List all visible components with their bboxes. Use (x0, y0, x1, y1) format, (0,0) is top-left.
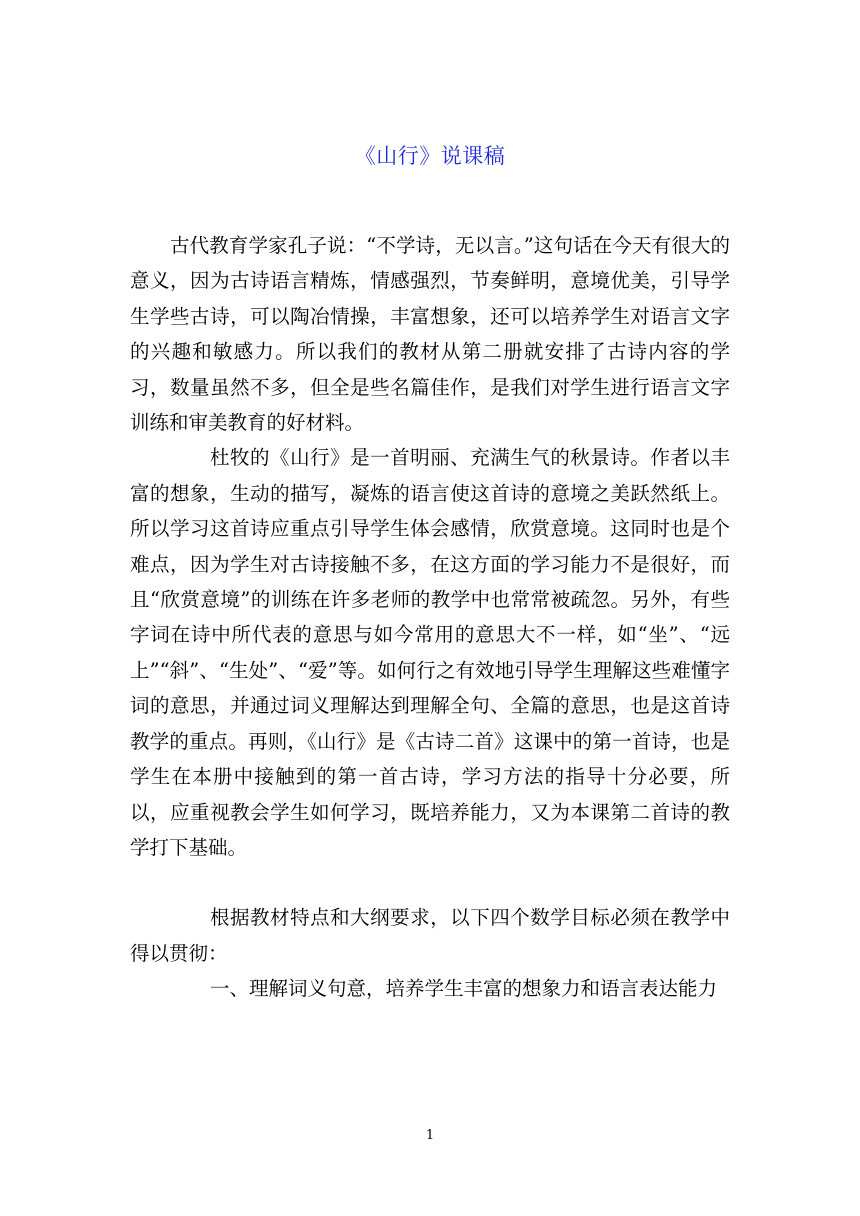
paragraph-objective-one: 一、理解词义句意，培养学生丰富的想象力和语言表达能力 (210, 977, 718, 1001)
page-number: 1 (425, 1128, 435, 1143)
paragraph-objectives-intro: 根据教材特点和大纲要求，以下四个数学目标必须在教学中得以贯彻： (130, 906, 730, 965)
paragraph-intro: 古代教育学家孔子说：“不学诗，无以言。”这句话在今天有很大的意义，因为古诗语言精炼，情感强烈，节奏鲜明，意境优美，引导学生学些古诗，可以陶冶情操，丰富想象，还可以培养学生对语言文字的兴趣和敏感力。所以我们的教材从第二册就安排了古诗内容的学习，数量虽然不多，但全是些名篇佳作，是我们对学生进行语言文字训练和审美教育的好材料。 (130, 234, 730, 435)
paragraph-poem-analysis: 杜牧的《山行》是一首明丽、充满生气的秋景诗。作者以丰富的想象，生动的描写，凝炼的语言使这首诗的意境之美跃然纸上。所以学习这首诗应重点引导学生体会感情，欣赏意境。这同时也是个难点，因为学生对古诗接触不多，在这方面的学习能力不是很好，而且“欣赏意境”的训练在许多老师的教学中也常常被疏忽。另外，有些字词在诗中所代表的意思与如今常用的意思大不一样，如“坐”、“远上”“斜”、“生处”、“爱”等。如何行之有效地引导学生理解这些难懂字词的意思，并通过词义理解达到理解全句、全篇的意思，也是这首诗教学的重点。再则，《山行》是《古诗二首》这课中的第一首诗，也是学生在本册中接触到的第一首古诗，学习方法的指导十分必要，所以，应重视教会学生如何学习，既培养能力，又为本课第二首诗的教学打下基础。 (130, 446, 730, 859)
document-body (130, 228, 730, 1007)
document-title: 《山行》说课稿 (354, 144, 506, 168)
